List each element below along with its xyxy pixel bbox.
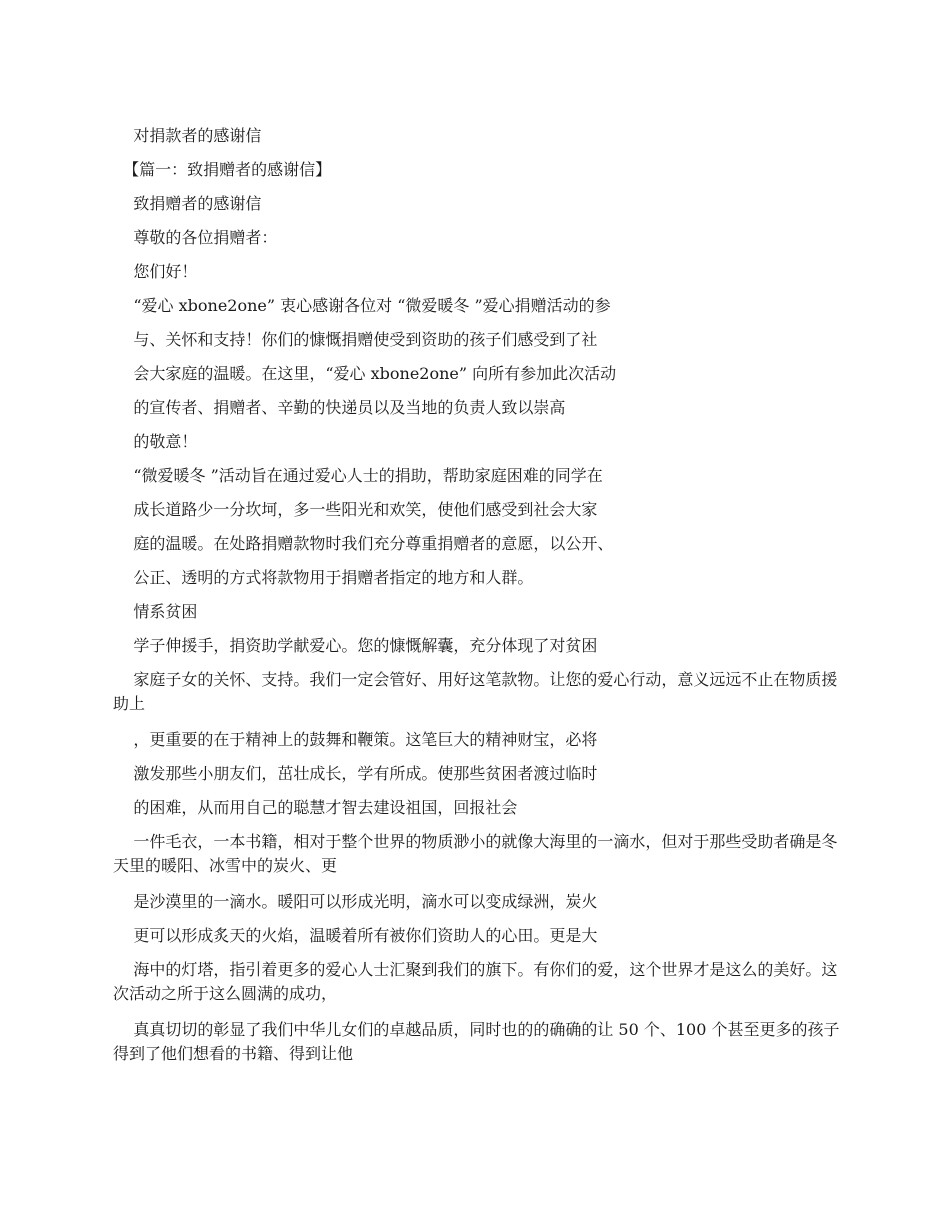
paragraph-line: 与、关怀和支持！你们的慷慨捐赠使受到资助的孩子们感受到了社 — [113, 330, 598, 349]
letter-title: 致捐赠者的感谢信 — [113, 194, 262, 213]
paragraph-line: 是沙漠里的一滴水。暖阳可以形成光明，滴水可以变成绿洲，炭火 — [113, 892, 598, 911]
paragraph-line: 的困难，从而用自己的聪慧才智去建设祖国，回报社会 — [113, 798, 518, 817]
paragraph-line: 成长道路少一分坎坷，多一些阳光和欢笑，使他们感受到社会大家 — [113, 500, 598, 519]
paragraph-line: 情系贫困 — [113, 602, 198, 621]
paragraph-line: 的敬意！ — [113, 432, 198, 451]
paragraph-line: “微爱暖冬 ”活动旨在通过爱心人士的捐助，帮助家庭困难的同学在 — [113, 466, 603, 485]
greeting: 您们好！ — [113, 262, 198, 281]
paragraph-line: “爱心 xbone2one” 衷心感谢各位对 “微爱暖冬 ”爱心捐赠活动的参 — [113, 296, 611, 315]
doc-title: 对捐款者的感谢信 — [113, 126, 262, 145]
paragraph-line: 真真切切的彰显了我们中华儿女们的卓越品质，同时也的的确确的让 50 个、100 个甚至更多的孩子得到了他们想看的书籍、得到让他 — [113, 1020, 840, 1063]
paragraph-line: 激发那些小朋友们，茁壮成长，学有所成。使那些贫困者渡过临时 — [113, 764, 598, 783]
paragraph-line: 学子伸援手，捐资助学献爱心。您的慷慨解囊，充分体现了对贫困 — [113, 636, 598, 655]
paragraph-line: 庭的温暖。在处路捐赠款物时我们充分尊重捐赠者的意愿，以公开、 — [113, 534, 614, 553]
paragraph-line: 家庭子女的关怀、支持。我们一定会管好、用好这笔款物。让您的爱心行动，意义远远不止在物质援助上 — [113, 670, 838, 713]
paragraph-line: 一件毛衣，一本书籍，相对于整个世界的物质渺小的就像大海里的一滴水，但对于那些受助者确是冬天里的暖阳、冰雪中的炭火、更 — [113, 832, 838, 875]
paragraph-line: 更可以形成炙天的火焰，温暖着所有被你们资助人的心田。更是大 — [113, 926, 598, 945]
paragraph-line: 公正、透明的方式将款物用于捐赠者指定的地方和人群。 — [113, 568, 534, 587]
salutation: 尊敬的各位捐赠者： — [113, 228, 278, 247]
paragraph-line: 海中的灯塔，指引着更多的爱心人士汇聚到我们的旗下。有你们的爱，这个世界才是这么的美好。这次活动之所于这么圆满的成功， — [113, 960, 838, 1003]
paragraph-line: ，更重要的在于精神上的鼓舞和鞭策。这笔巨大的精神财宝，必将 — [113, 730, 598, 749]
paragraph-line: 的宣传者、捐赠者、辛勤的快递员以及当地的负责人致以崇高 — [113, 398, 566, 417]
section-heading: 【篇一：致捐赠者的感谢信】 — [113, 160, 332, 179]
paragraph-line: 会大家庭的温暖。在这里，“爱心 xbone2one” 向所有参加此次活动 — [113, 364, 617, 383]
letter-body — [113, 124, 843, 1066]
